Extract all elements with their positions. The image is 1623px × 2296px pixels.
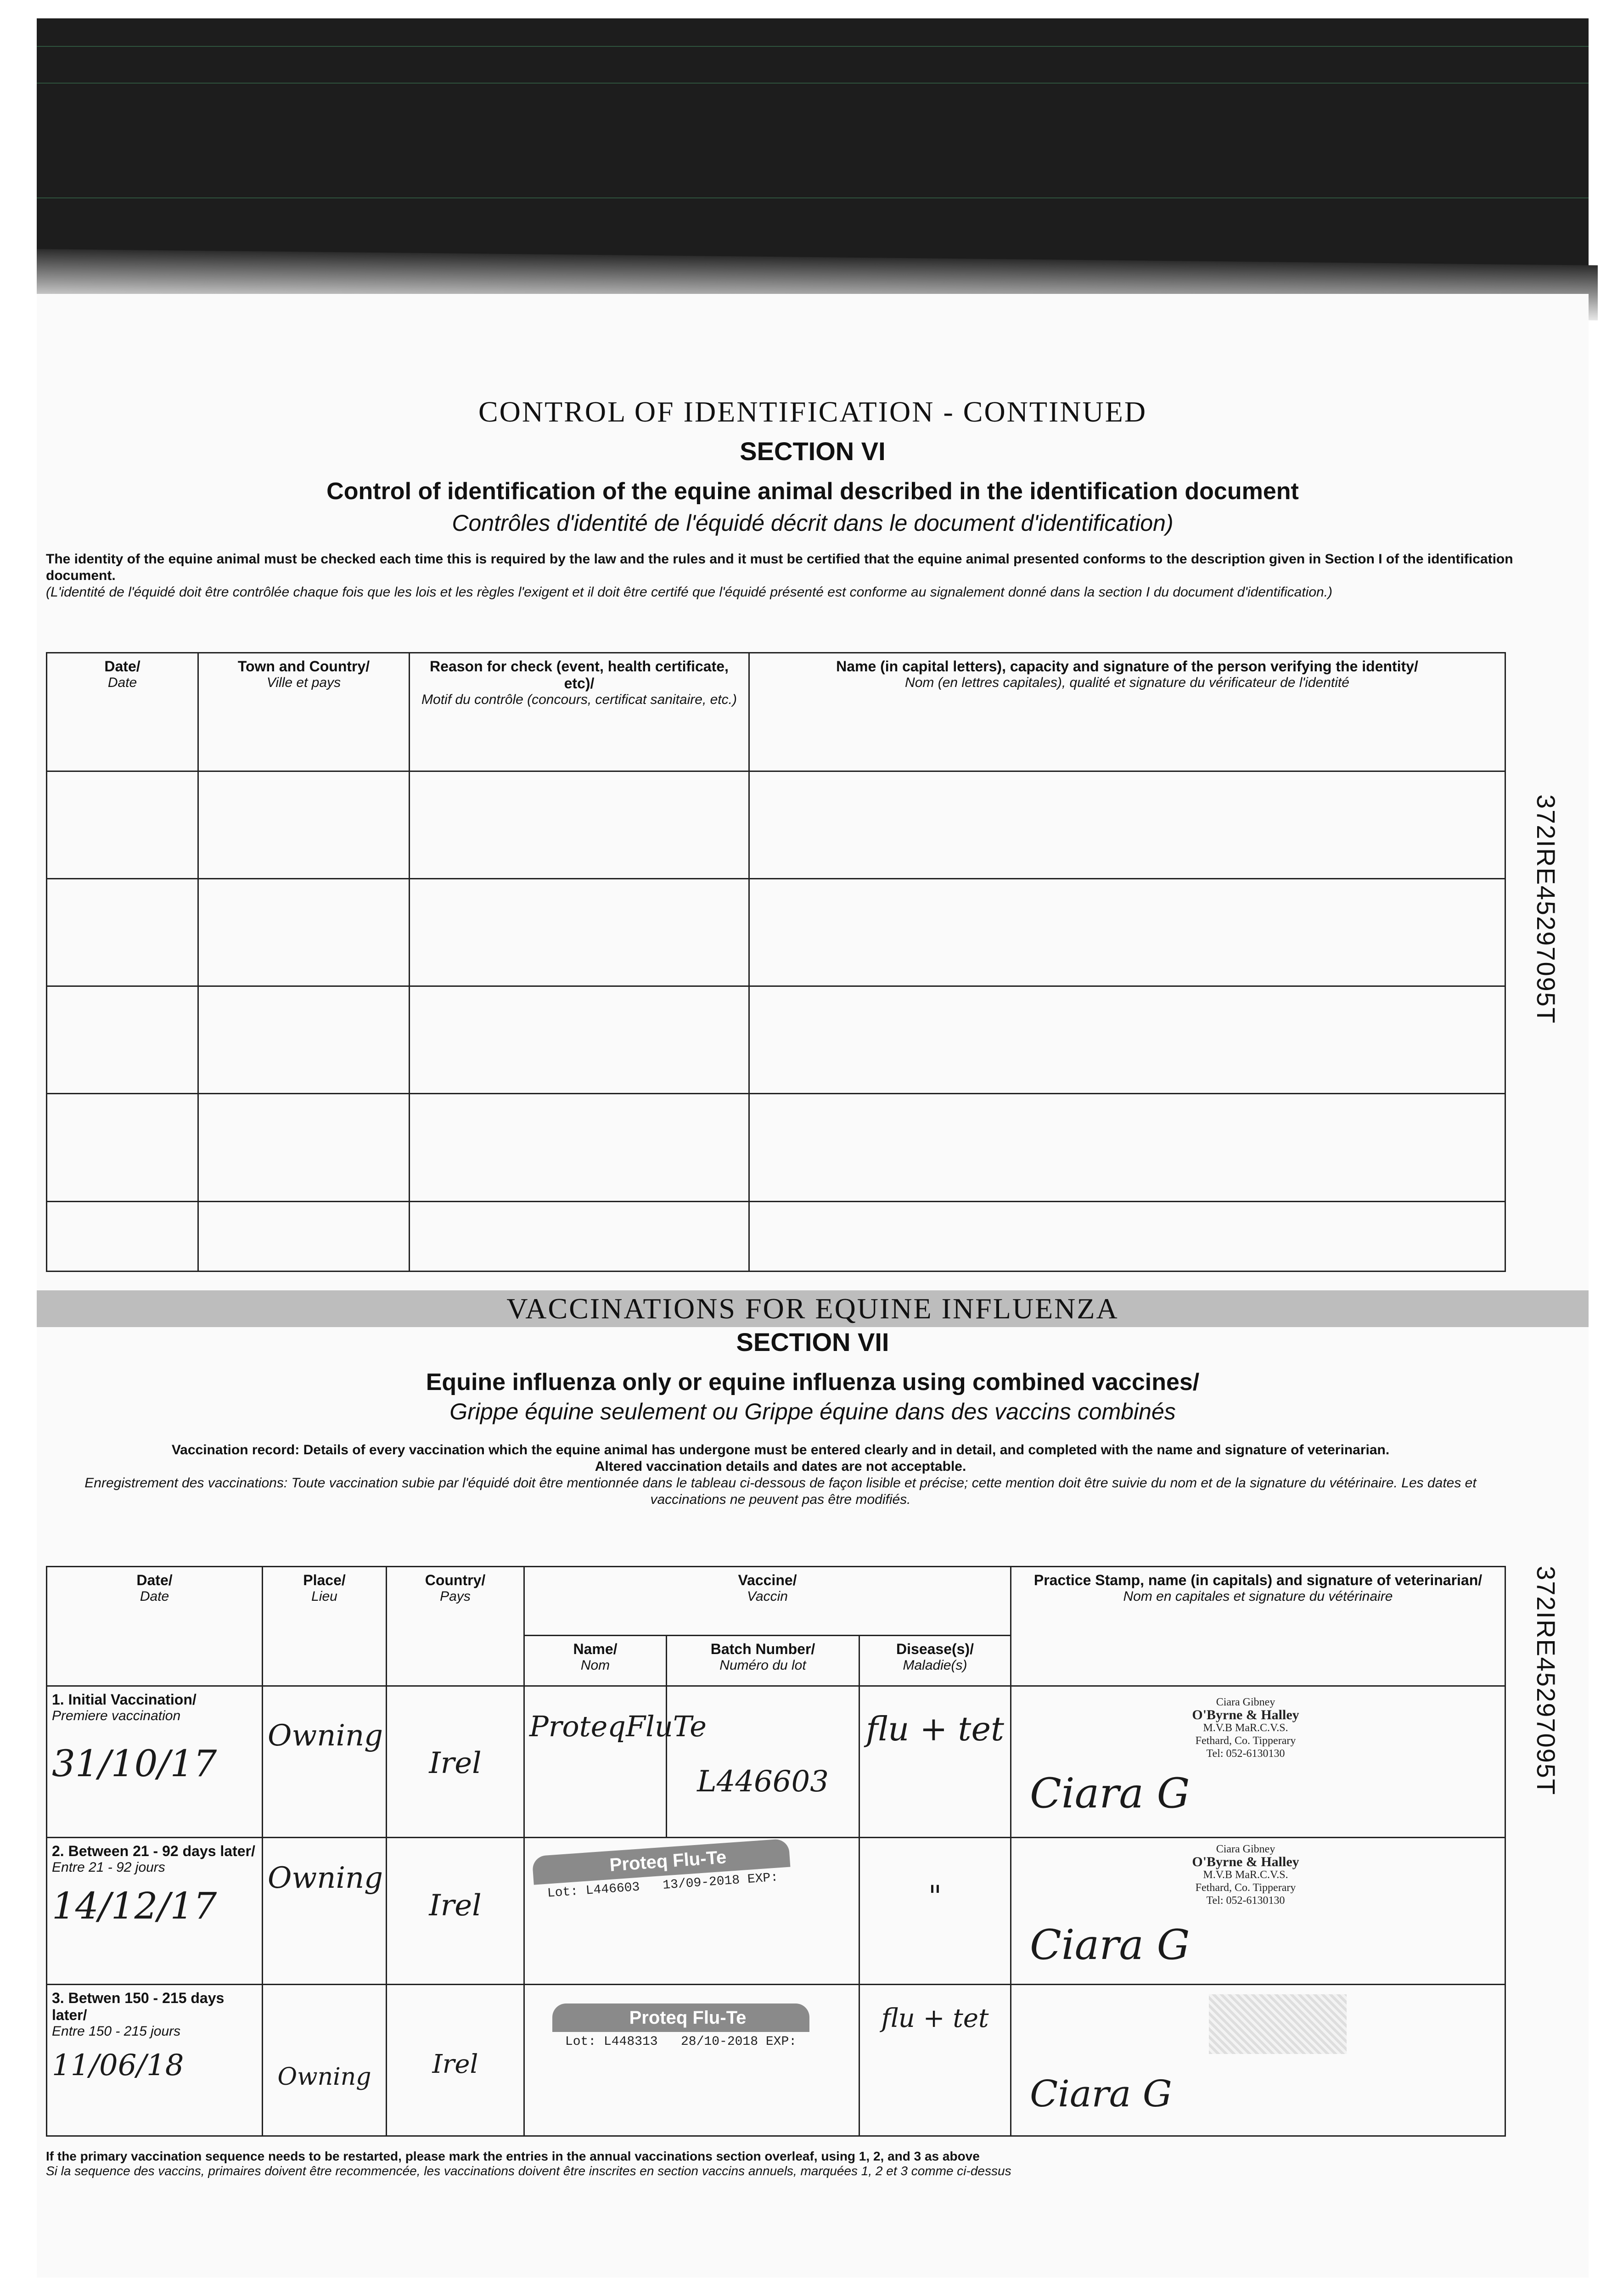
vaccine-sticker: Proteq Flu-Te Lot: L448313 28/10-2018 EXP: — [552, 2003, 809, 2072]
vacc-label-cell — [524, 1838, 859, 1985]
vacc-place-cell: Owning — [263, 1838, 387, 1985]
vet-signature: Ciara G — [1030, 2072, 1172, 2115]
section7-title-en: Equine influenza only or equine influenza using combined vaccines/ — [426, 1369, 1200, 1396]
vacc-stamp-cell — [1011, 1838, 1505, 1985]
vaccination-record-label: Vaccination record: — [171, 1442, 300, 1458]
col-practice-stamp: Practice Stamp, name (in capitals) and signature of veterinarian/ Nom en capitales et signature du vétérinaire — [1011, 1567, 1505, 1686]
table-row — [47, 1838, 1505, 1985]
table-row — [47, 986, 1505, 1094]
vacc-stamp-cell — [1011, 1686, 1505, 1838]
table-row — [47, 1201, 1505, 1271]
vacc-batch-cell: L446603 — [667, 1686, 859, 1838]
sticker-lot: L446603 — [585, 1880, 640, 1898]
vet-signature: Ciara G — [1030, 1769, 1190, 1818]
col-disease: Disease(s)/ Maladie(s) — [859, 1636, 1011, 1686]
section6-number: SECTION VI — [740, 437, 886, 466]
vaccination-record-en: Details of every vaccination which the equine animal has undergone must be entered clearly and in detail, and completed with the name and signature of veterinarian. — [303, 1442, 1390, 1458]
section6-instructions — [46, 551, 1515, 601]
identity-check-table — [46, 652, 1506, 1272]
section7-number: SECTION VII — [736, 1328, 889, 1356]
vacc-date: 11/06/18 — [52, 2048, 184, 2082]
scan-line — [37, 83, 1589, 84]
identity-check-header-row — [47, 653, 1505, 771]
col-vaccine: Vaccine/ Vaccin — [524, 1567, 1011, 1636]
col-vacc-country: Country/ Pays — [387, 1567, 524, 1686]
footer-note — [46, 2149, 1515, 2178]
vaccination-table — [46, 1566, 1506, 2137]
scan-line — [37, 46, 1589, 47]
col-date: Date/ Date — [47, 653, 198, 771]
section6-instructions-fr: (L'identité de l'équidé doit être contrôlée chaque fois que les lois et les règles l'exigent et il doit être certifé que l'équidé présenté est conforme au signalement donné dans la section I du document d'identification.) — [46, 585, 1333, 600]
table-row — [47, 878, 1505, 986]
document-page — [37, 294, 1589, 2278]
footer-fr: Si la sequence des vaccins, primaires doivent être recommencée, les vaccinations doivent être inscrites en section vaccins annuels, marquées 1, 2 et 3 comme ci-dessus — [46, 2164, 1011, 2178]
side-identifier-2: 372IRE45297095T — [1532, 1566, 1561, 1796]
practice-stamp: Ciara Gibney O'Byrne & Halley M.V.B MaR.C.V.S. Fethard, Co. Tipperary Tel: 052-6130130 — [1192, 1696, 1299, 1760]
vacc-country-cell: Irel — [387, 1686, 524, 1838]
sticker-exp: 13/09-2018 — [662, 1873, 741, 1893]
vacc-place-cell: Owning — [263, 1686, 387, 1838]
table-row — [47, 1094, 1505, 1201]
vacc-disease-cell: flu + tet — [859, 1985, 1011, 2136]
vacc-date-cell: 1. Initial Vaccination/ Premiere vaccination 31/10/17 — [47, 1686, 263, 1838]
section6-instructions-en: The identity of the equine animal must be checked each time this is required by the law and the rules and it must be certified that the equine animal presented conforms to the description given in Section I of the identification document. — [46, 551, 1513, 583]
vacc-place-cell: Owning — [263, 1985, 387, 2136]
vacc-date-cell: 3. Betwen 150 - 215 days later/ Entre 150 - 215 jours 11/06/18 — [47, 1985, 263, 2136]
vacc-name-cell: ProteqFluTe — [524, 1686, 667, 1838]
table-row — [47, 1985, 1505, 2136]
col-town-country: Town and Country/ Ville et pays — [198, 653, 410, 771]
col-vacc-date: Date/ Date — [47, 1567, 263, 1686]
vaccine-brand: Proteq Flu-Te — [629, 2008, 747, 2028]
col-vaccine-name: Name/ Nom — [524, 1636, 667, 1686]
vacc-country-cell: Irel — [387, 1985, 524, 2136]
vaccine-brand: Proteq Flu-Te — [609, 1847, 727, 1875]
faded-stamp — [1209, 1994, 1347, 2054]
table-row — [47, 771, 1505, 878]
vet-signature: Ciara G — [1030, 1921, 1190, 1969]
section6-header: CONTROL OF IDENTIFICATION - CONTINUED — [478, 395, 1147, 428]
footer-en: If the primary vaccination sequence needs to be restarted, please mark the entries in the annual vaccinations section overleaf, using 1, 2, and 3 as above — [46, 2149, 980, 2163]
col-batch-number: Batch Number/ Numéro du lot — [667, 1636, 859, 1686]
section7-instructions — [46, 1442, 1515, 1508]
vacc-date: 31/10/17 — [52, 1742, 217, 1785]
vaccination-header-row — [47, 1567, 1505, 1636]
vacc-country-cell: Irel — [387, 1838, 524, 1985]
sticker-exp: 28/10-2018 — [681, 2035, 758, 2049]
vaccination-record-fr: Enregistrement des vaccinations: Toute vaccination subie par l'équidé doit être mentionnée dans le tableau ci-dessous de façon lisible et précise; cette mention doit être suivie du nom et de la signature du vétérinaire. Les dates et vaccinations ne peuvent pas être modifiés. — [84, 1475, 1477, 1507]
scan-line — [37, 197, 1589, 198]
vaccine-sticker: Proteq Flu-Te Lot: L446603 13/09-2018 EXP: — [532, 1839, 793, 1925]
practice-stamp: Ciara Gibney O'Byrne & Halley M.V.B MaR.C.V.S. Fethard, Co. Tipperary Tel: 052-6130130 — [1192, 1843, 1299, 1907]
vaccination-record-en2: Altered vaccination details and dates are not acceptable. — [595, 1459, 966, 1474]
vacc-disease-cell: flu + tet — [859, 1686, 1011, 1838]
section7-header: VACCINATIONS FOR EQUINE INFLUENZA — [37, 1290, 1589, 1327]
table-row — [47, 1686, 1505, 1838]
vacc-stamp-cell — [1011, 1985, 1505, 2136]
vacc-date: 14/12/17 — [52, 1885, 217, 1927]
col-vacc-place: Place/ Lieu — [263, 1567, 387, 1686]
col-reason: Reason for check (event, health certificate, etc)/ Motif du contrôle (concours, certificat sanitaire, etc.) — [410, 653, 749, 771]
section6-title-fr: Contrôles d'identité de l'équidé décrit dans le document d'identification) — [452, 510, 1174, 536]
section6-title-en: Control of identification of the equine animal described in the identification document — [326, 478, 1299, 505]
vacc-disease-cell: " — [859, 1838, 1011, 1985]
side-identifier-1: 372IRE45297095T — [1532, 794, 1561, 1024]
vacc-date-cell: 2. Between 21 - 92 days later/ Entre 21 - 92 jours 14/12/17 — [47, 1838, 263, 1985]
sticker-lot: L448313 — [603, 2035, 658, 2049]
vacc-label-cell — [524, 1985, 859, 2136]
col-verifier: Name (in capital letters), capacity and signature of the person verifying the identity/ Nom (en lettres capitales), qualité et signature du vérificateur de l'identité — [749, 653, 1505, 771]
section7-title-fr: Grippe équine seulement ou Grippe équine dans des vaccins combinés — [449, 1399, 1176, 1424]
